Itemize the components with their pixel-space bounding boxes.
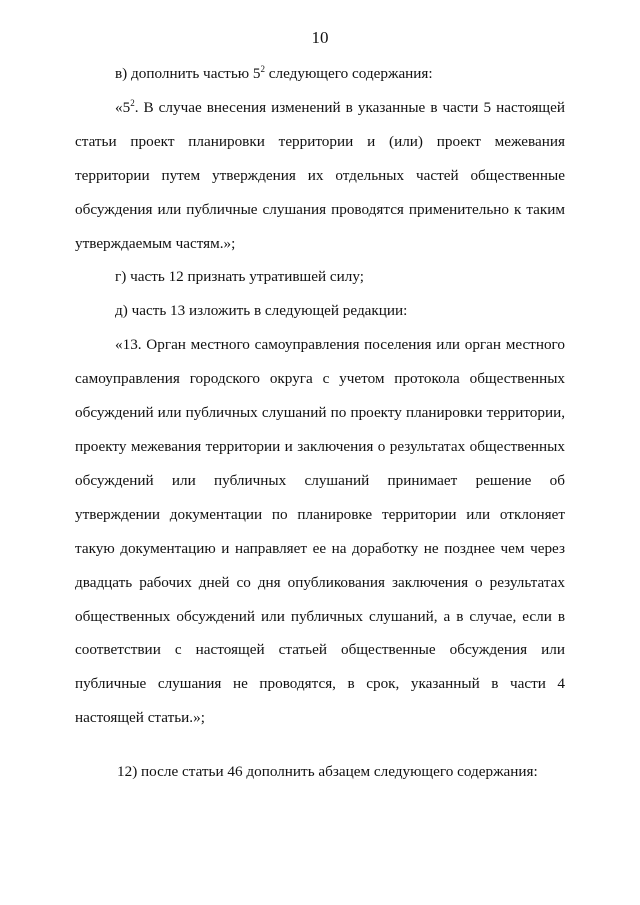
paragraph-part-13: «13. Орган местного самоуправления поселения или орган местного самоуправления городского округа с учетом протокола общественных обсуждений или публичных слушаний по проекту планировки территории, проекту межевания территории и заключения о результатах общественных обсуждений или публичных слушаний принимает решение об утверждении документации по планировке территории или отклоняет такую документацию и направляет ее на доработку не позднее чем через двадцать рабочих дней со дня опубликования заключения о результатах общественных обсуждений или публичных слушаний, а в случае, если в соответствии с настоящей статьей общественные обсуждения или публичные слушания не проводятся, в срок, указанный в части 4 настоящей статьи.»; <box>75 336 565 727</box>
paragraph-v <box>75 57 565 91</box>
paragraph-g: г) часть 12 признать утратившей силу; <box>115 268 364 286</box>
paragraph-part-5-2-superscript: 2 <box>130 97 135 108</box>
paragraph-part-5-2 <box>75 91 565 261</box>
paragraph-d: д) часть 13 изложить в следующей редакции: <box>115 302 408 320</box>
paragraph-part-5-2-text: . В случае внесения изменений в указанные в части 5 настоящей статьи проект планировки территории и (или) проект межевания территории путем утверждения их отдельных частей общественные обсуждения или публичные слушания проводятся применительно к таким утверждаемым частям.»; <box>75 98 565 252</box>
paragraph-part-5-2-start: «5 <box>115 98 131 116</box>
paragraph-v-text-end: следующего содержания: <box>264 65 433 82</box>
document-body <box>75 57 565 735</box>
page-number: 10 <box>311 28 329 47</box>
paragraph-v-superscript: 2 <box>260 64 265 74</box>
paragraph-v-text: в) дополнить частью 5 <box>115 65 261 82</box>
paragraph-item-12: 12) после статьи 46 дополнить абзацем следующего содержания: <box>117 763 538 780</box>
